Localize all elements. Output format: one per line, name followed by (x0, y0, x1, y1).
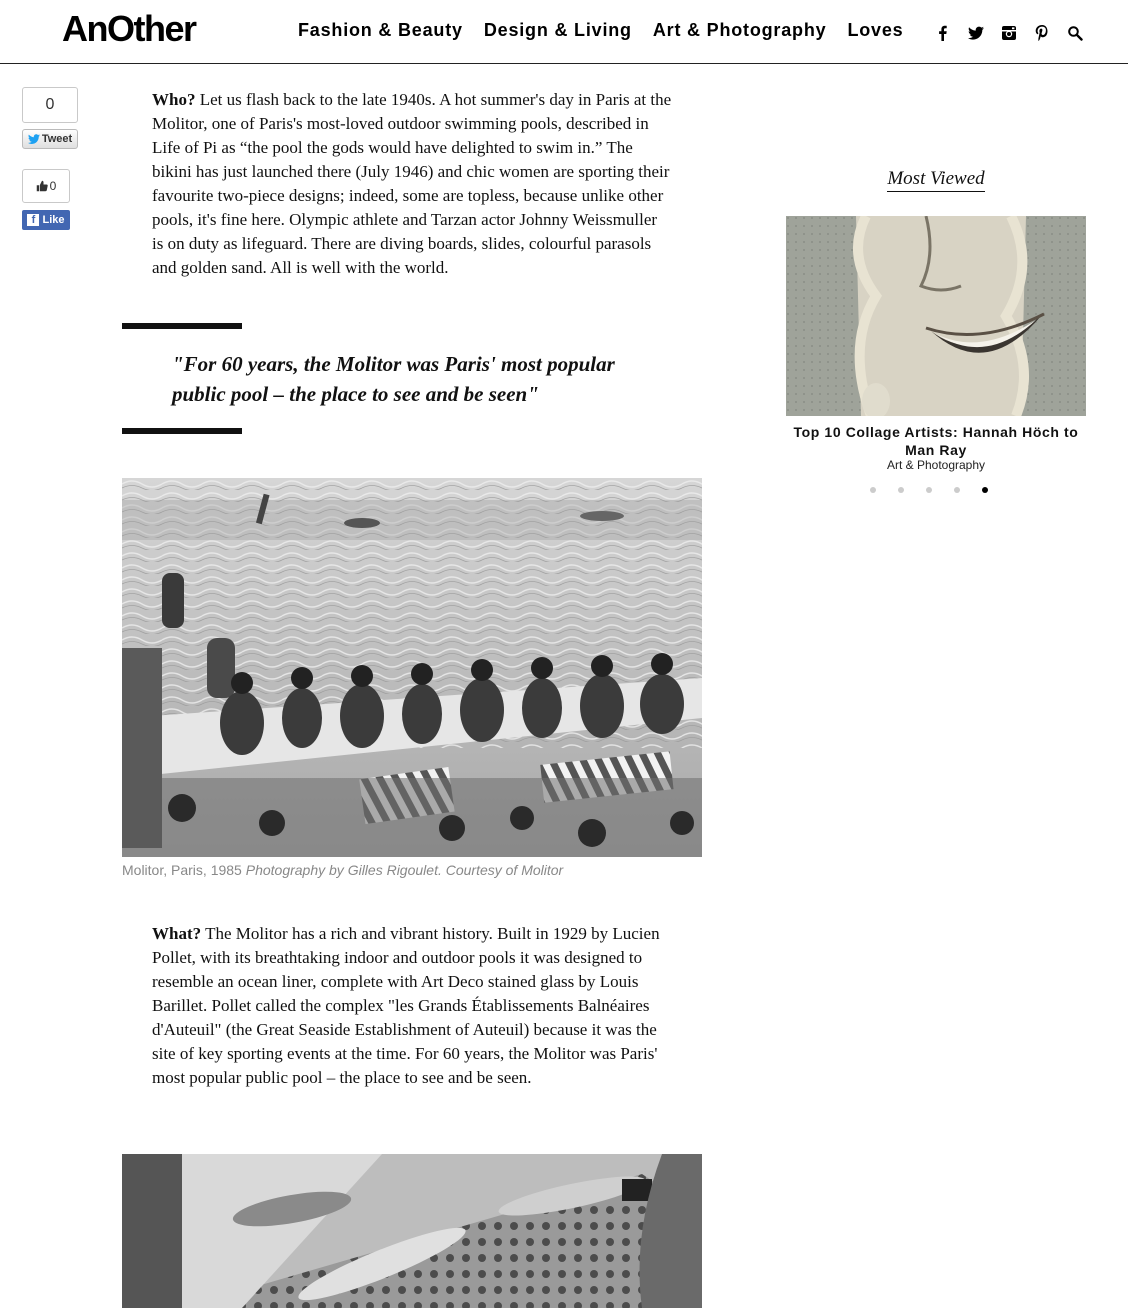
paragraph-text-what: The Molitor has a rich and vibrant history. Built in 1929 by Lucien Pollet, with its breathtaking indoor and outdoor pools it was designed to resemble an ocean liner, complete with Art Deco stained glass by Louis Barillet. Pollet called the complex "les Grands Établissements Balnéaires d'Auteuil" (the Great Seaside Establishment of Auteuil) because it was the site of key sporting events at the time. For 60 years, the Molitor was Paris' most popular public pool – the place to see and be seen. (152, 924, 660, 1087)
twitter-icon[interactable] (967, 24, 985, 42)
facebook-like-button[interactable] (22, 210, 70, 230)
nav-fashion-beauty[interactable]: Fashion & Beauty (298, 20, 463, 40)
like-count (22, 169, 70, 203)
tweet-count: 0 (22, 87, 78, 123)
carousel-dot-4[interactable] (954, 487, 960, 493)
most-viewed-title (786, 168, 1086, 190)
tweet-button[interactable] (22, 129, 78, 149)
pool-photo-image (122, 478, 702, 857)
most-viewed-title-text: Most Viewed (887, 168, 984, 192)
instagram-icon[interactable] (1000, 24, 1018, 42)
caption-credit: Photography by Gilles Rigoulet. Courtesy of Molitor (245, 862, 564, 878)
most-viewed-image[interactable] (786, 216, 1086, 416)
carousel-dot-3[interactable] (926, 487, 932, 493)
carousel-pagination (870, 487, 1010, 493)
pull-quote: "For 60 years, the Molitor was Paris' most popular public pool – the place to see and be seen" (172, 352, 615, 406)
carousel-dot-2[interactable] (898, 487, 904, 493)
nav-art-photography[interactable]: Art & Photography (652, 20, 827, 40)
twitter-bird-icon (28, 133, 40, 145)
article-photo-pool (122, 478, 702, 857)
social-links (934, 24, 1099, 42)
facebook-f-icon: f (27, 214, 39, 226)
like-label: Like (42, 214, 65, 226)
quote-rule-top (122, 323, 242, 329)
site-header (0, 0, 1128, 64)
caption-location: Molitor, Paris, 1985 (122, 862, 246, 878)
main-nav (298, 20, 924, 41)
nav-loves[interactable]: Loves (847, 20, 904, 40)
search-icon[interactable] (1066, 24, 1084, 42)
carousel-dot-1[interactable] (870, 487, 876, 493)
paragraph-text-who: Let us flash back to the late 1940s. A hot summer's day in Paris at the Molitor, one of Paris's most-loved outdoor swimming pools, described in Life of Pi as “the pool the gods would have delighted to swim in.” The bikini has just launched there (July 1946) and chic women are sporting their favourite two-piece designs; indeed, some are topless, because unlike other pools, it's fine here. Olympic athlete and Tarzan actor Johnny Weissmuller is on duty as lifeguard. There are diving boards, slides, colourful parasols and golden sand. All is well with the world. (152, 90, 672, 277)
article-paragraph-what (152, 922, 672, 1090)
share-column (22, 87, 78, 230)
pinterest-icon[interactable] (1033, 24, 1051, 42)
site-logo[interactable]: AnOther (62, 8, 196, 49)
photo-caption (122, 862, 563, 878)
most-viewed-headline[interactable]: Top 10 Collage Artists: Hannah Höch to Man Ray (793, 424, 1079, 458)
like-count-value: 0 (49, 179, 57, 193)
article-photo-sunbathers (122, 1154, 702, 1308)
paragraph-lead-who: Who? (152, 90, 196, 109)
article-paragraph-who (152, 88, 672, 280)
carousel-dot-5[interactable] (982, 487, 988, 493)
paragraph-lead-what: What? (152, 924, 202, 943)
collage-thumbnail (786, 216, 1086, 416)
sunbathers-photo-image (122, 1154, 702, 1308)
most-viewed-category[interactable]: Art & Photography (886, 458, 986, 472)
thumbs-up-icon (36, 180, 48, 192)
tweet-label: Tweet (41, 133, 73, 145)
quote-rule-bottom (122, 428, 242, 434)
facebook-icon[interactable] (934, 24, 952, 42)
nav-design-living[interactable]: Design & Living (483, 20, 632, 40)
